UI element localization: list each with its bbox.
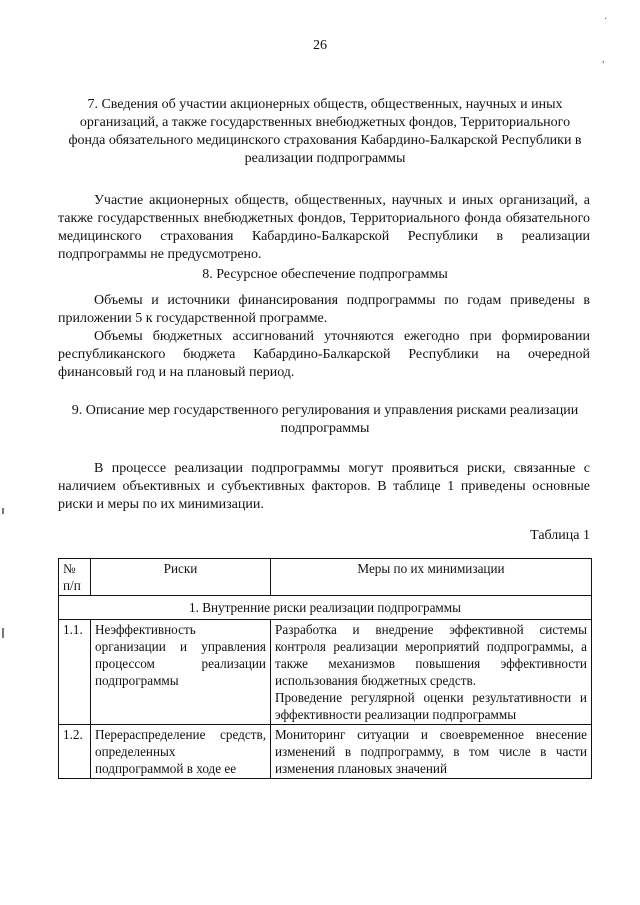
page-number: 26: [313, 38, 327, 53]
header-num: № п/п: [59, 559, 91, 596]
scan-edge-mark: [2, 628, 4, 638]
row-measures: Мониторинг ситуации и своевременное внесение изменений в подпрограмму, в том числе в части изменения плановых значений: [271, 725, 592, 779]
header-measures: Меры по их минимизации: [271, 559, 592, 596]
table-header-row: [59, 559, 592, 596]
risks-table: [58, 558, 592, 779]
scan-mark: ·: [604, 14, 608, 25]
section-7-text: Участие акционерных обществ, общественных, научных и иных организаций, а также государственных внебюджетных фондов, Территориального фонда обязательного медицинского страхования Кабардино-Балкарской Республики в реализации подпрограммы не предусмотрено.: [58, 193, 590, 262]
row-number: 1.2.: [59, 725, 91, 779]
table-title: Таблица 1: [530, 528, 590, 543]
row-risk: Неэффективность организации и управления процессом реализации подпрограммы: [91, 620, 271, 725]
table-row: [59, 725, 592, 779]
scan-mark: ,: [602, 54, 605, 65]
row-measures: [271, 620, 592, 725]
measure-text: Проведение регулярной оценки результативности и эффективности реализации подпрограммы: [275, 690, 587, 722]
section-row-internal-risks: 1. Внутренние риски реализации подпрограммы: [59, 596, 592, 620]
section-9-text: В процессе реализации подпрограммы могут проявиться риски, связанные с наличием объективных и субъективных факторов. В таблице 1 приведены основные риски и меры по их минимизации.: [58, 461, 590, 512]
section-8-paragraph-1: Объемы и источники финансирования подпрограммы по годам приведены в приложении 5 к государственной программе.: [58, 293, 590, 326]
row-risk: Перераспределение средств, определенных подпрограммой в ходе ее: [91, 725, 271, 779]
section-7-heading: 7. Сведения об участии акционерных обществ, общественных, научных и иных организаций, а также государственных внебюджетных фондов, Территориального фонда обязательного медицинского страхования Кабардино-Балкарской Республики в реализации подпрограммы: [68, 97, 582, 166]
measure-text: Разработка и внедрение эффективной системы контроля реализации мероприятий подпрограммы, а также механизмов повышения эффективности использования бюджетных средств.: [275, 622, 587, 688]
header-risks: Риски: [91, 559, 271, 596]
row-number: 1.1.: [59, 620, 91, 725]
section-9-heading: 9. Описание мер государственного регулирования и управления рисками реализации подпрограммы: [71, 403, 579, 436]
table-row: [59, 620, 592, 725]
scan-edge-mark: [2, 508, 4, 514]
table-section-row: [59, 596, 592, 620]
section-8-paragraph-2: Объемы бюджетных ассигнований уточняются ежегодно при формировании республиканского бюджета Кабардино-Балкарской Республики на очередной финансовый год и на плановый период.: [58, 329, 590, 380]
section-8-heading: 8. Ресурсное обеспечение подпрограммы: [202, 267, 448, 282]
